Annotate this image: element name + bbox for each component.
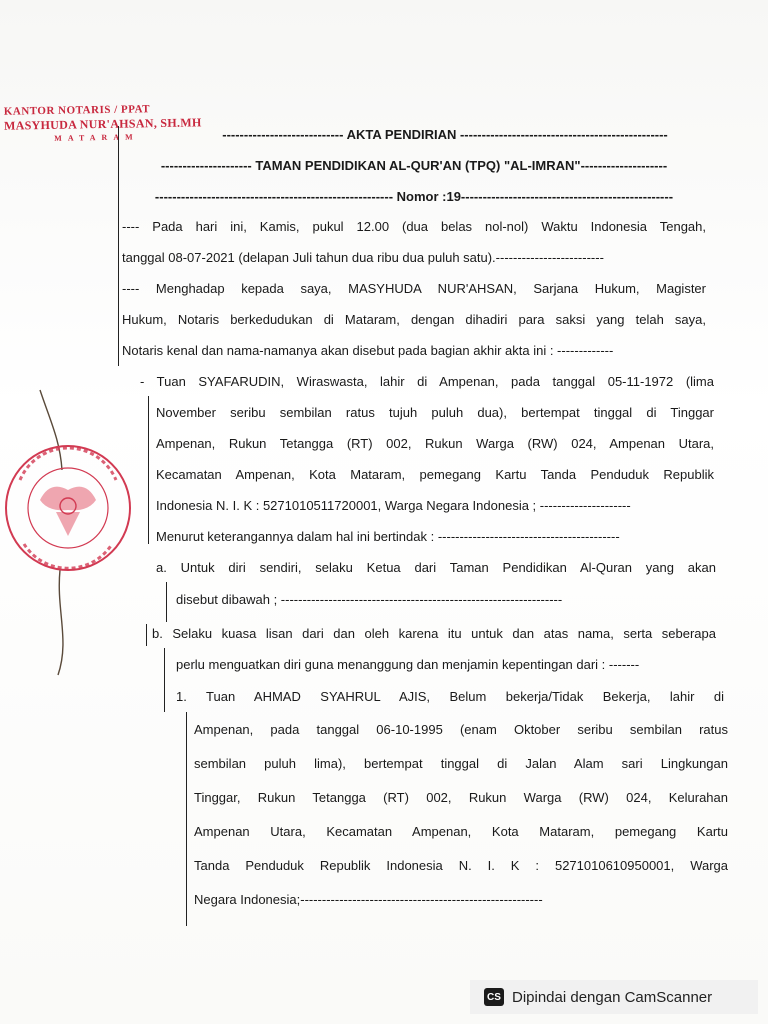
opening-line-2: tanggal 08-07-2021 (delapan Juli tahun dua ribu dua puluh satu).-------------------------: [122, 250, 604, 265]
notary-stamp-header: [4, 102, 205, 143]
stamp-line-2: MASYHUDA NUR'AHSAN, SH.MH: [3, 115, 202, 133]
appearance-line-3: Notaris kenal dan nama-namanya akan disebut pada bagian akhir akta ini : -------------: [122, 343, 614, 358]
appearance-line-2: Hukum, Notaris berkedudukan di Mataram, dengan dihadiri para saksi yang telah saya,: [122, 312, 706, 327]
stamp-line-3: MATARAM: [54, 132, 139, 143]
person-1-line-6: Tanda Penduduk Republik Indonesia N. I. K : 5271010610950001, Warga: [194, 858, 728, 873]
item-b-mark: [146, 624, 147, 646]
notary-seal-stamp: [0, 440, 136, 580]
margin-rule: [118, 126, 119, 366]
party-1-line-4: Kecamatan Ampenan, Kota Mataram, pemegang Kartu Tanda Penduduk Republik: [156, 467, 714, 482]
item-b-rule: [164, 648, 165, 712]
person-1-rule: [186, 712, 187, 926]
camscanner-label: Dipindai dengan CamScanner: [512, 988, 713, 1006]
party-1-line-6: Menurut keterangannya dalam hal ini bertindak : ------------------------------------------: [156, 529, 620, 544]
person-1-line-1: 1. Tuan AHMAD SYAHRUL AJIS, Belum bekerja/Tidak Bekerja, lahir di: [176, 689, 724, 704]
party-1-line-2: November seribu sembilan ratus tujuh puluh dua), bertempat tinggal di Tinggar: [156, 405, 714, 420]
person-1-line-7: Negara Indonesia;--------------------------------------------------------: [194, 892, 543, 907]
camscanner-icon: CS: [484, 988, 504, 1006]
deed-title: ---------------------------- AKTA PENDIRIAN ------------------------------------------------: [222, 127, 668, 142]
opening-line-1: ---- Pada hari ini, Kamis, pukul 12.00 (dua belas nol-nol) Waktu Indonesia Tengah,: [122, 219, 706, 234]
person-1-line-2: Ampenan, pada tanggal 06-10-1995 (enam Oktober seribu sembilan ratus: [194, 722, 728, 737]
stamp-line-1: KANTOR NOTARIS / PPAT: [3, 103, 151, 118]
item-a-rule: [166, 582, 167, 622]
party-1-rule: [148, 396, 149, 544]
person-1-line-5: Ampenan Utara, Kecamatan Ampenan, Kota Mataram, pemegang Kartu: [194, 824, 728, 839]
person-1-line-3: sembilan puluh lima), bertempat tinggal di Jalan Alam sari Lingkungan: [194, 756, 728, 771]
camscanner-footer: [470, 980, 758, 1014]
item-a-line-1: a. Untuk diri sendiri, selaku Ketua dari Taman Pendidikan Al-Quran yang akan: [156, 560, 716, 575]
person-1-line-4: Tinggar, Rukun Tetangga (RT) 002, Rukun Warga (RW) 024, Kelurahan: [194, 790, 728, 805]
item-b-line-2: perlu menguatkan diri guna menanggung dan menjamin kepentingan dari : -------: [176, 657, 640, 672]
party-1-line-1: - Tuan SYAFARUDIN, Wiraswasta, lahir di Ampenan, pada tanggal 05-11-1972 (lima: [140, 374, 714, 389]
party-1-line-3: Ampenan, Rukun Tetangga (RT) 002, Rukun Warga (RW) 024, Ampenan Utara,: [156, 436, 714, 451]
item-a-line-2: disebut dibawah ; -----------------------------------------------------------------: [176, 592, 563, 607]
deed-number: ------------------------------------------------------- Nomor :19-------------------------------------------------: [154, 189, 674, 204]
item-b-line-1: b. Selaku kuasa lisan dari dan oleh karena itu untuk dan atas nama, serta seberapa: [152, 626, 716, 641]
appearance-line-1: ---- Menghadap kepada saya, MASYHUDA NUR'AHSAN, Sarjana Hukum, Magister: [122, 281, 706, 296]
party-1-line-5: Indonesia N. I. K : 5271010511720001, Warga Negara Indonesia ; ---------------------: [156, 498, 631, 513]
deed-subtitle: --------------------- TAMAN PENDIDIKAN AL-QUR'AN (TPQ) "AL-IMRAN"--------------------: [160, 158, 668, 173]
